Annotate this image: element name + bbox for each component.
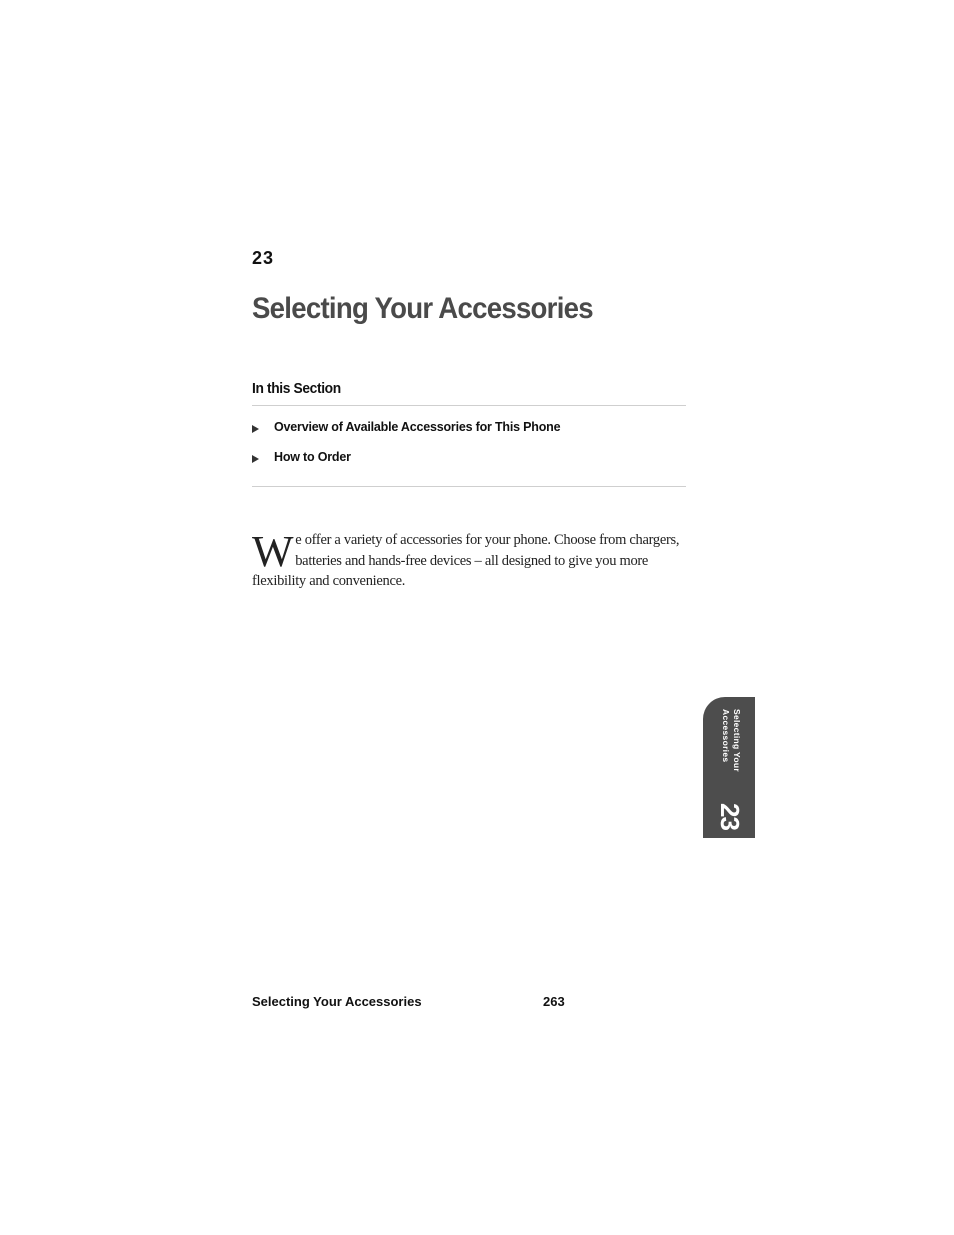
side-tab-label — [720, 709, 742, 772]
section-heading: In this Section — [252, 380, 341, 397]
chapter-number: 23 — [252, 248, 275, 268]
side-tab-number: 23 — [715, 803, 745, 830]
page-number: 263 — [543, 994, 565, 1009]
chapter-side-tab — [703, 697, 755, 838]
toc-item-label: Overview of Available Accessories for This Phone — [274, 420, 561, 434]
side-tab-label-line1: Selecting Your — [732, 709, 742, 772]
page-title: Selecting Your Accessories — [252, 292, 593, 325]
toc-item-overview[interactable] — [252, 418, 560, 436]
drop-cap: W — [252, 527, 294, 576]
footer-title: Selecting Your Accessories — [252, 994, 422, 1009]
intro-paragraph — [252, 527, 688, 592]
arrow-right-icon — [252, 425, 259, 433]
section-divider-top — [252, 405, 686, 406]
toc-item-label: How to Order — [274, 450, 351, 464]
side-tab-label-line2: Accessories — [721, 709, 731, 763]
arrow-right-icon — [252, 455, 259, 463]
intro-text: e offer a variety of accessories for your phone. Choose from chargers, batteries and hands-free devices – all designed to give you more flexibility and convenience. — [252, 532, 680, 589]
section-divider-bottom — [252, 486, 686, 487]
toc-item-how-to-order[interactable] — [252, 448, 351, 466]
